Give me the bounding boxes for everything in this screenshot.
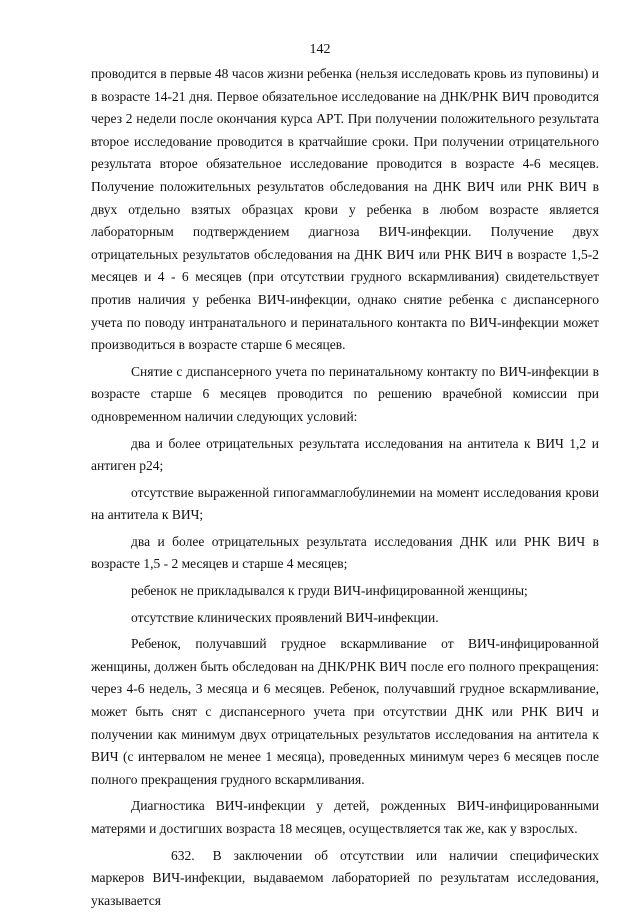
item-number: 632.	[171, 847, 195, 863]
paragraph-deregistration: Снятие с диспансерного учета по перинатальному контакту по ВИЧ-инфекции в возрасте старше 6 месяцев проводится по решению врачебной комиссии при одновременном наличии следующих условий:	[91, 363, 599, 424]
body-text	[91, 63, 599, 912]
condition-no-clinical-signs: отсутствие клинических проявлений ВИЧ-инфекции.	[131, 609, 439, 625]
condition-no-hypogammaglobulinemia: отсутствие выраженной гипогаммаглобулинемии на момент исследования крови на антитела к ВИЧ;	[91, 484, 599, 523]
page-number: 142	[309, 42, 331, 57]
condition-antibody-tests: два и более отрицательных результата исследования на антитела к ВИЧ 1,2 и антиген р24;	[91, 435, 599, 474]
condition-not-breastfed: ребенок не прикладывался к груди ВИЧ-инфицированной женщины;	[131, 583, 528, 599]
paragraph-diagnostics-18-months: Диагностика ВИЧ-инфекции у детей, рожденных ВИЧ-инфицированными матерями и достигших возраста 18 месяцев, осуществляется так же, как у взрослых.	[91, 798, 599, 836]
paragraph-continuation: проводится в первые 48 часов жизни ребенка (нельзя исследовать кровь из пуповины) и в возрасте 14-21 дня. Первое обязательное исследование на ДНК/РНК ВИЧ проводится через 2 недели после окончания курса АРТ. При получении положительного результата второе исследование проводится в кратчайшие сроки. При получении отрицательного результата второе обязательное исследование проводится в возрасте 4-6 месяцев. Получение положительных результатов обследования на ДНК ВИЧ или РНК ВИЧ в двух отдельно взятых образцах крови у ребенка в любом возрасте является лабораторным подтверждением диагноза ВИЧ-инфекции. Получение двух отрицательных результатов обследования на ДНК ВИЧ или РНК ВИЧ в возрасте 1,5-2 месяцев и 4 - 6 месяцев (при отсутствии грудного вскармливания) свидетельствует против наличия у ребенка ВИЧ-инфекции, однако снятие ребенка с диспансерного учета по поводу интранатального и перинатального контакта по ВИЧ-инфекции может производиться в возрасте старше 6 месяцев.	[91, 66, 599, 353]
item-text: В заключении об отсутствии или наличии специфических маркеров ВИЧ-инфекции, выдаваемом лабораторией по результатам исследования, указывается	[91, 847, 599, 908]
paragraph-item-632	[91, 845, 599, 912]
paragraph-breastfed-child: Ребенок, получавший грудное вскармливание от ВИЧ-инфицированной женщины, должен быть обследован на ДНК/РНК ВИЧ после его полного прекращения: через 4-6 недель, 3 месяца и 6 месяцев. Ребенок, получавший грудное вскармливание, может быть снят с диспансерного учета при отсутствии ДНК или РНК ВИЧ и получении как минимум двух отрицательных результатов исследования на антитела к ВИЧ (с интервалом не менее 1 месяца), проведенных минимум через 6 месяцев после полного прекращения грудного вскармливания.	[91, 636, 599, 787]
condition-dna-rna-tests: два и более отрицательных результата исследования ДНК или РНК ВИЧ в возрасте 1,5 - 2 месяцев и старше 4 месяцев;	[91, 533, 599, 572]
